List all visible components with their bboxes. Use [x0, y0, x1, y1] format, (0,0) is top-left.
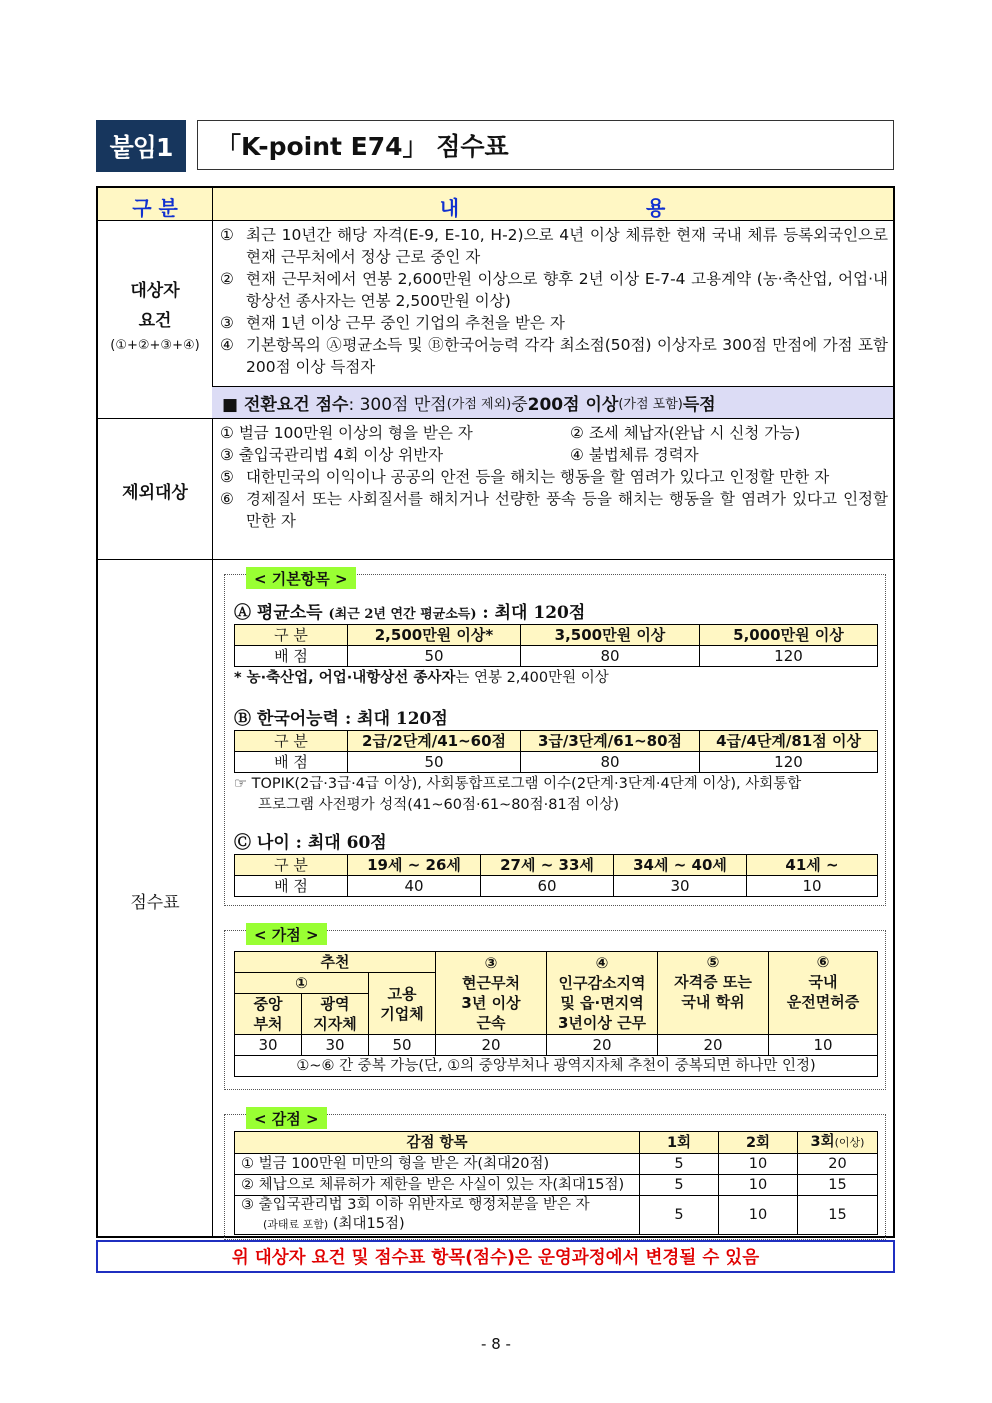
target-items: [220, 224, 888, 378]
target-item-3: ③ 현재 1년 이상 근무 중인 기업의 추천을 받은 자: [220, 314, 565, 332]
income-note: * 농·축산업, 어업·내항상선 종사자는 연봉 2,400만원 이상: [234, 670, 609, 686]
penalty-tag: < 감점 >: [246, 1107, 327, 1129]
bonus-table: 추천 ③ 현근무처 3년 이상 근속 ④ 인구감소지역 및 읍·면지역 3년이상 근무 ⑤ 자격증 또는 국내 학위 ⑥ 국내 운전면허증 ① 고용 기업체 중앙 부처 광역 지자체 30 30 50 20 20 20 10 ①~⑥ 간 중복 가능(단, ①의 중앙부처나 광역지자체 추천이 중복되면 하나만 인정): [234, 951, 878, 1077]
page-number: - 8 -: [481, 1335, 511, 1353]
bonus-tag: < 가점 >: [246, 923, 327, 945]
age-table: 구 분 19세 ~ 26세 27세 ~ 33세 34세 ~ 40세 41세 ~ 배 점 40 60 30 10: [234, 854, 878, 897]
main-table: [96, 186, 895, 1238]
page-title: 「K-point E74」 점수표: [197, 120, 894, 170]
exclude-label: 제외대상: [122, 483, 188, 503]
footer-notice: 위 대상자 요건 및 점수표 항목(점수)은 운영과정에서 변경될 수 있음: [96, 1240, 895, 1273]
score-label: 점수표: [130, 893, 180, 913]
income-table: 구 분 2,500만원 이상* 3,500만원 이상 5,000만원 이상 배 점 50 80 120: [234, 624, 878, 667]
korean-note: ☞ TOPIK(2급·3급·4급 이상), 사회통합프로그램 이수(2단계·3단계·4단계 이상), 사회통합 프로그램 사전평가 성적(41~60점·61~80점·81점 이상): [234, 776, 802, 813]
target-item-1: ① 최근 10년간 해당 자격(E-9, E-10, H-2)으로 4년 이상 체류한 현재 국내 체류 등록외국인으로 현재 근무처에서 정상 근로 중인 자: [220, 226, 888, 266]
korean-table: 구 분 2급/2단계/41~60점 3급/3단계/61~80점 4급/4단계/81점 이상 배 점 50 80 120: [234, 730, 878, 773]
target-item-4: ④ 기본항목의 Ⓐ평균소득 및 Ⓑ한국어능력 각각 최소점(50점) 이상자로 300점 만점에 가점 포함 200점 이상 득점자: [220, 336, 888, 376]
header-col1: 구 분: [132, 196, 178, 220]
conversion-requirement: ■ 전환요건 점수 : 300점 만점 (가점 제외) 중 200점 이상 (가점 포함) 득점: [212, 386, 893, 418]
age-title: Ⓒ 나이 : 최대 60점: [234, 833, 387, 853]
attachment-badge: 붙임1: [96, 120, 186, 172]
basic-items-tag: < 기본항목 >: [246, 567, 356, 589]
penalty-table: 감점 항목 1회 2회 3회(이상) ① 벌금 100만원 미만의 형을 받은 자(최대20점) 5 10 20 ② 체납으로 체류허가 제한을 받은 사실이 있는 자(최대15점) 5 10 15 ③ 출입국관리법 3회 이하 위반자로 행정처분을 받은 자 (과태료 포함) (최대15점) 5 10 15: [234, 1131, 878, 1235]
target-item-2: ② 현재 근무처에서 연봉 2,600만원 이상으로 향후 2년 이상 E-7-4 고용계약 (농·축산업, 어업·내항상선 종사자는 연봉 2,500만원 이상): [220, 270, 888, 310]
exclude-items: ① 벌금 100만원 이상의 형을 받은 자 ② 조세 체납자(완납 시 신청 가능) ③ 출입국관리법 4회 이상 위반자 ④ 불법체류 경력자 ⑤ 대한민국의 이익이나 공공의 안전 등을 해치는 행동을 할 염려가 있다고 인정할 만한 자 ⑥ 경제질서 또는 사회질서를 해치거나 선량한 풍속 등을 해치는 행동을 할 염려가 있다고 인정할 만한 자: [220, 424, 888, 530]
header-col2: 내 용: [439, 196, 756, 220]
income-title: Ⓐ 평균소득 (최근 2년 연간 평균소득) : 최대 120점: [234, 603, 586, 623]
target-label: 대상자 요건 (①+②+③+④): [110, 281, 200, 353]
korean-title: Ⓑ 한국어능력 : 최대 120점: [234, 709, 448, 729]
